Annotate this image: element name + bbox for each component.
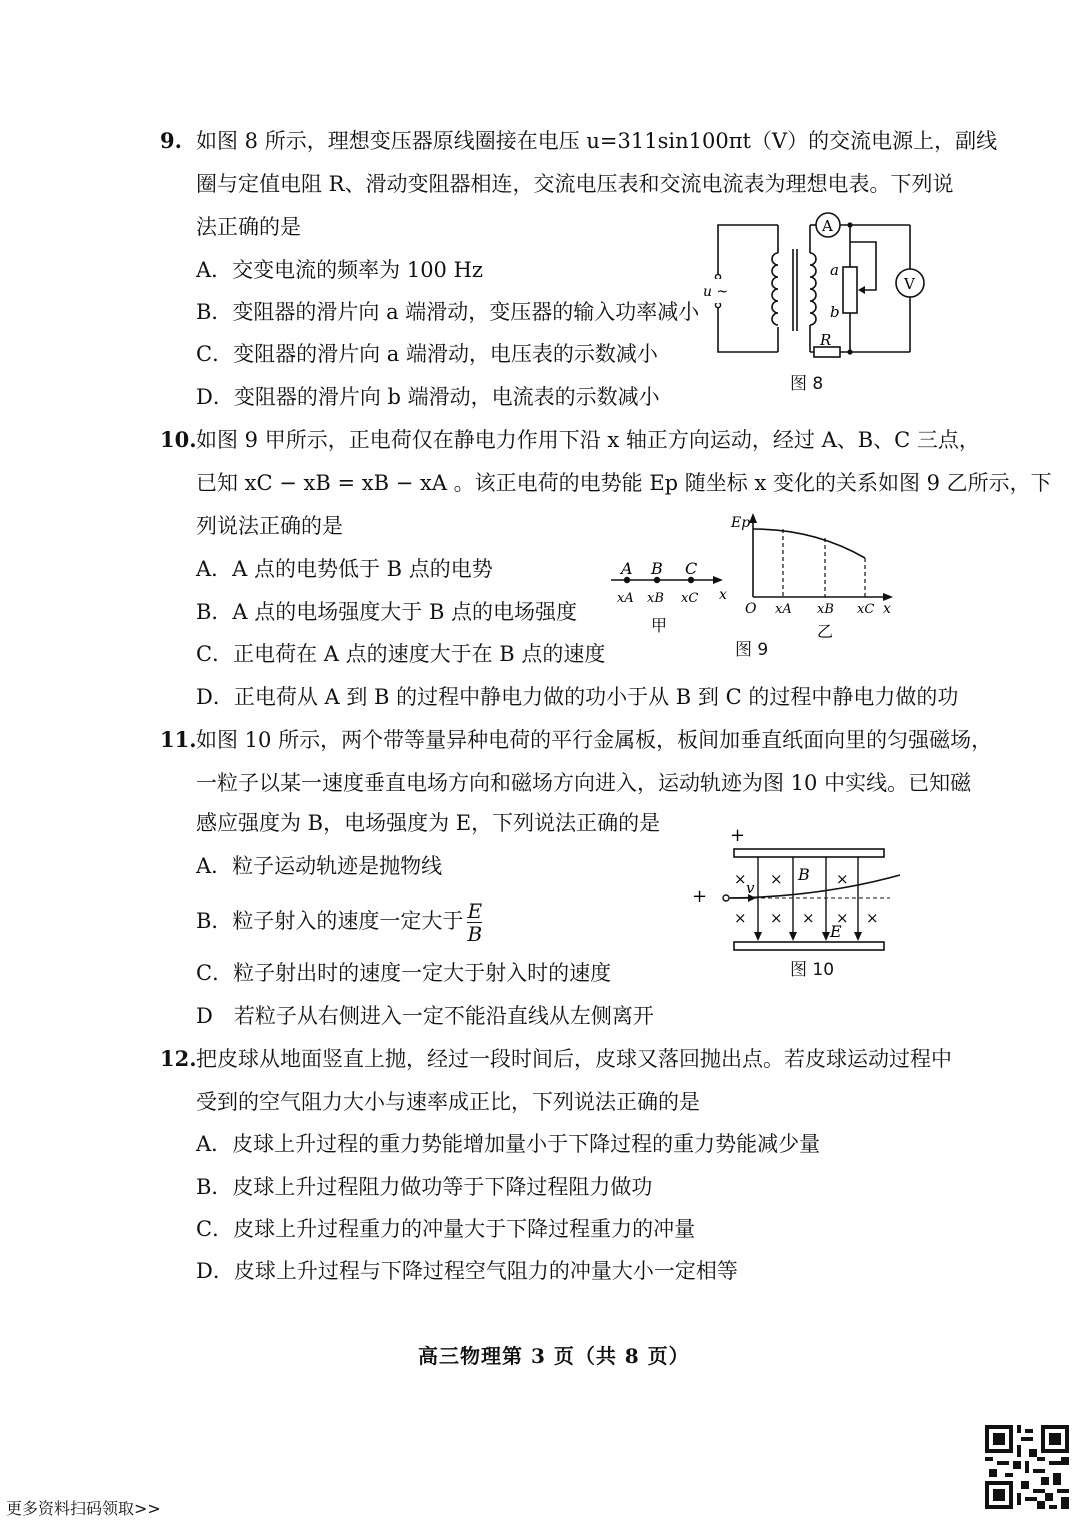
fig10-e-label: E (830, 922, 842, 941)
q9-option-c: C．变阻器的滑片向 a 端滑动，电压表的示数减小 (196, 342, 658, 366)
fig9-yi-xb: xB (817, 602, 834, 617)
fig9-yi-xc: xC (857, 602, 875, 617)
q12-option-b: B．皮球上升过程阻力做功等于下降过程阻力做功 (196, 1175, 653, 1199)
figure-8-transformer-circuit (700, 205, 930, 365)
fig8-b-label: b (830, 303, 840, 321)
fig9-yi-xa: xA (775, 602, 792, 617)
fig9-jia-label: 甲 (651, 616, 668, 635)
fig10-cross: × (770, 870, 783, 888)
q10-stem-line1: 如图 9 甲所示，正电荷仅在静电力作用下沿 x 轴正方向运动，经过 A、B、C 三点， (196, 428, 980, 452)
q11-stem-line2: 一粒子以某一速度垂直电场方向和磁场方向进入，运动轨迹为图 10 中实线。已知磁 (196, 771, 972, 795)
fig10-b-label: B (798, 865, 810, 884)
q11-stem-line1: 如图 10 所示，两个带等量异种电荷的平行金属板，板间加垂直纸面向里的匀强磁场， (196, 728, 993, 752)
fraction-denominator: B (467, 922, 483, 946)
q11-option-d: D 若粒子从右侧进入一定不能沿直线从左侧离开 (196, 1004, 654, 1028)
fig10-plus-left: + (692, 886, 708, 907)
figure-10-plates-fields (690, 825, 920, 960)
fig9-point-a: A (621, 559, 633, 578)
fig9-origin: O (745, 601, 757, 617)
fig10-cross: × (866, 909, 879, 927)
fig9-yi-x: x (883, 601, 891, 617)
figure-8-caption: 图 8 (790, 374, 824, 394)
q11-option-b-text: B．粒子射入的速度一定大于 (196, 909, 464, 933)
fraction-e-over-b (467, 900, 482, 945)
figure-9-yi-graph (725, 505, 905, 645)
q11-option-c: C．粒子射出时的速度一定大于射入时的速度 (196, 961, 612, 985)
fig10-v-label: v (746, 879, 755, 897)
fig8-ammeter-label: A (822, 217, 833, 235)
fig9-jia-xa: xA (617, 591, 634, 606)
q10-stem-line2: 已知 xC − xB = xB − xA 。该正电荷的电势能 Ep 随坐标 x 变化的关系如图 9 乙所示，下 (196, 471, 1052, 495)
q11-option-a: A．粒子运动轨迹是抛物线 (196, 854, 443, 878)
page-footer: 高三物理第 3 页（共 8 页） (418, 1344, 690, 1368)
fig10-cross: × (734, 870, 747, 888)
qr-code[interactable] (985, 1425, 1069, 1509)
q12-stem-line2: 受到的空气阻力大小与速率成正比，下列说法正确的是 (196, 1090, 700, 1114)
q9-stem-line3: 法正确的是 (196, 215, 301, 239)
fig9-jia-xb: xB (647, 591, 664, 606)
figure-9-caption: 图 9 (735, 640, 769, 660)
fig9-yi-label: 乙 (817, 622, 834, 641)
fig10-cross: × (770, 909, 783, 927)
fig10-cross: × (836, 909, 849, 927)
q9-number: 9. (160, 128, 182, 153)
q9-stem-line2: 圈与定值电阻 R、滑动变阻器相连，交流电压表和交流电流表为理想电表。下列说 (196, 172, 954, 196)
q10-option-b: B．A 点的电场强度大于 B 点的电场强度 (196, 600, 578, 624)
fig9-point-b: B (651, 559, 663, 578)
fig10-cross: × (802, 909, 815, 927)
figure-10-caption: 图 10 (790, 960, 835, 980)
fig10-plus-top: + (730, 825, 746, 846)
q12-option-d: D．皮球上升过程与下降过程空气阻力的冲量大小一定相等 (196, 1259, 738, 1283)
q9-option-b: B．变阻器的滑片向 a 端滑动，变压器的输入功率减小 (196, 300, 700, 324)
q12-stem-line1: 把皮球从地面竖直上抛，经过一段时间后，皮球又落回抛出点。若皮球运动过程中 (196, 1047, 952, 1071)
fig9-jia-x: x (719, 587, 727, 603)
q10-option-a: A．A 点的电势低于 B 点的电势 (196, 557, 493, 581)
q11-option-b (196, 895, 482, 947)
fraction-numerator: E (467, 899, 483, 923)
q12-option-a: A．皮球上升过程的重力势能增加量小于下降过程的重力势能减少量 (196, 1132, 821, 1156)
fig8-r-label: R (820, 331, 832, 349)
q12-option-c: C．皮球上升过程重力的冲量大于下降过程重力的冲量 (196, 1217, 696, 1241)
fig8-source-label: u ~ (703, 284, 729, 300)
fig10-cross: × (734, 909, 747, 927)
q10-stem-line3: 列说法正确的是 (196, 514, 343, 538)
q10-number: 10. (160, 427, 197, 452)
fig9-point-c: C (685, 559, 698, 578)
q9-option-d: D．变阻器的滑片向 b 端滑动，电流表的示数减小 (196, 385, 660, 409)
q9-option-a: A．交变电流的频率为 100 Hz (196, 258, 483, 282)
fig9-ep-label: Ep (731, 515, 751, 531)
q10-option-d: D．正电荷从 A 到 B 的过程中静电力做的功小于从 B 到 C 的过程中静电力做的功 (196, 685, 959, 709)
fig8-voltmeter-label: V (904, 275, 915, 293)
q9-stem-line1: 如图 8 所示，理想变压器原线圈接在电压 u=311sin100πt（V）的交流电源上，副线 (196, 129, 998, 153)
more-resources-link[interactable]: 更多资料扫码领取>> (6, 1499, 161, 1518)
fig10-cross: × (836, 870, 849, 888)
fig8-a-label: a (830, 261, 839, 279)
q11-number: 11. (160, 727, 197, 752)
q10-option-c: C．正电荷在 A 点的速度大于在 B 点的速度 (196, 642, 606, 666)
fig9-jia-xc: xC (681, 591, 699, 606)
q11-stem-line3: 感应强度为 B，电场强度为 E，下列说法正确的是 (196, 811, 661, 835)
figure-9-jia-axis (605, 555, 735, 640)
q12-number: 12. (160, 1046, 197, 1071)
